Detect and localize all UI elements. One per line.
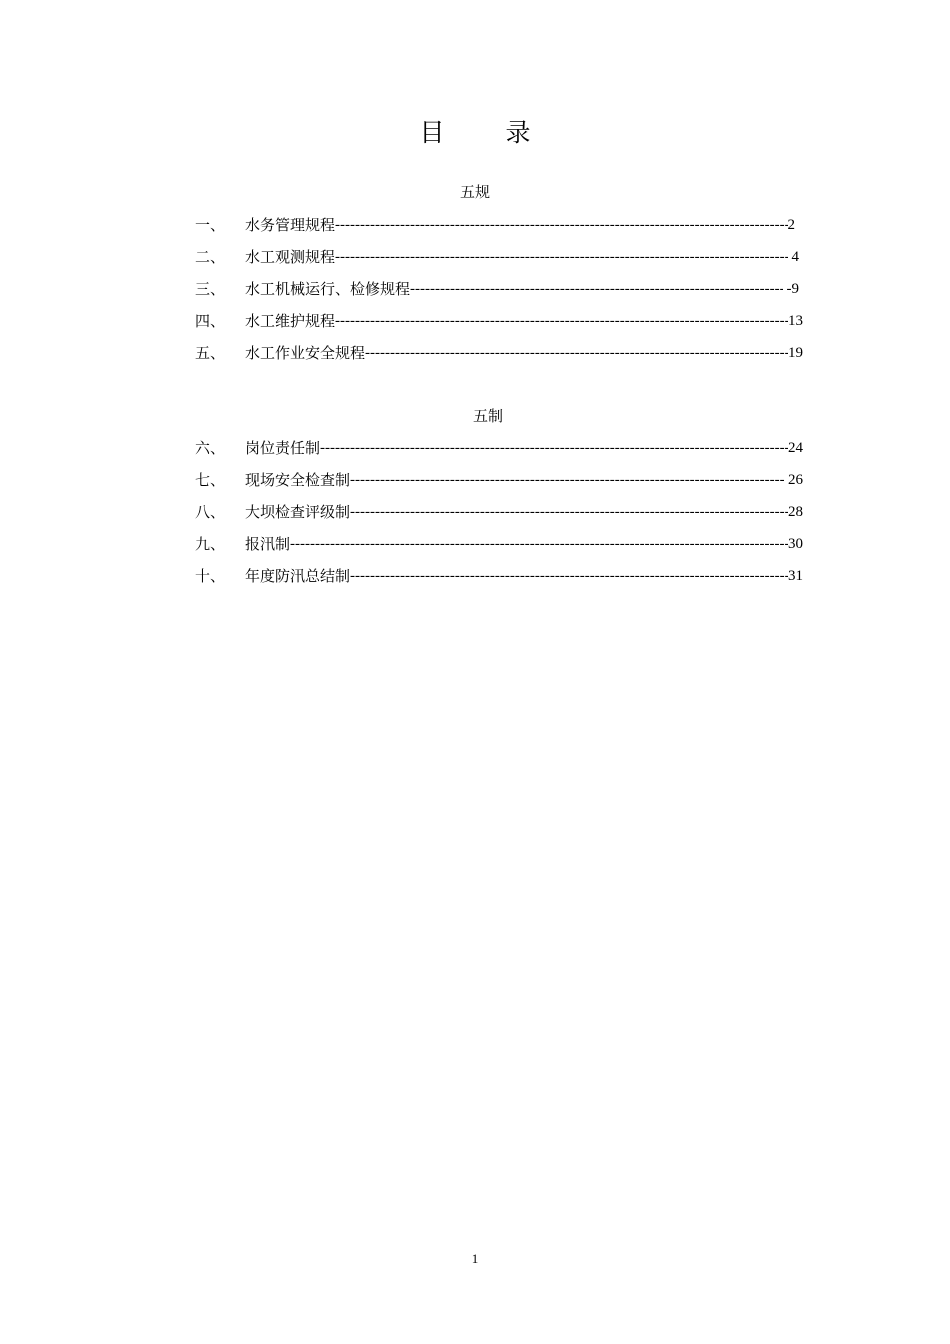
toc-entry[interactable] [195, 528, 803, 560]
toc-entry-title: 现场安全检查制 [245, 471, 351, 489]
toc-entry-leader [320, 438, 788, 458]
toc-list-rules [195, 209, 803, 369]
toc-entry[interactable] [195, 209, 803, 241]
title-char-1: 目 [419, 118, 445, 147]
toc-entry-page: 2 [787, 217, 795, 233]
toc-entry-title: 水工观测规程 [245, 248, 336, 266]
toc-entry-leader [335, 215, 787, 235]
toc-entry-number: 一、 [195, 216, 226, 234]
toc-entry-title: 年度防汛总结制 [245, 567, 351, 585]
toc-entry-title: 大坝检查评级制 [245, 503, 351, 521]
toc-entry-title: 水务管理规程 [245, 216, 336, 234]
toc-entry-number: 五、 [195, 344, 226, 362]
toc-entry[interactable] [195, 464, 803, 496]
toc-entry-leader [350, 502, 788, 522]
title-char-2: 录 [505, 118, 531, 147]
toc-entry-page: 28 [788, 504, 803, 520]
toc-entry-title: 水工维护规程 [245, 312, 336, 330]
toc-entry-title: 报汛制 [245, 535, 291, 553]
toc-entry-leader [365, 343, 788, 363]
toc-entry-number: 八、 [195, 503, 226, 521]
toc-entry-leader [290, 534, 788, 554]
toc-entry-number: 二、 [195, 248, 226, 266]
toc-entry-page: 31 [788, 568, 803, 584]
toc-entry-number: 七、 [195, 471, 226, 489]
toc-entry-page: 13 [788, 313, 803, 329]
toc-entry-number: 四、 [195, 312, 226, 330]
toc-entry-leader [350, 566, 788, 586]
toc-entry[interactable] [195, 273, 803, 305]
toc-entry-number: 十、 [195, 567, 226, 585]
toc-entry-number: 三、 [195, 280, 226, 298]
toc-entry-leader [410, 279, 783, 299]
toc-entry-page: 4 [787, 249, 799, 265]
toc-list-systems [195, 432, 803, 592]
page-title [0, 116, 950, 150]
toc-entry-number: 九、 [195, 535, 226, 553]
toc-entry-page: 30 [788, 536, 803, 552]
toc-entry-page: 24 [788, 440, 803, 456]
toc-entry-leader [335, 311, 788, 331]
toc-entry[interactable] [195, 241, 803, 273]
toc-entry[interactable] [195, 496, 803, 528]
toc-entry-title: 水工作业安全规程 [245, 344, 366, 362]
section-heading-rules: 五规 [459, 183, 490, 201]
toc-entry[interactable] [195, 560, 803, 592]
toc-entry[interactable] [195, 432, 803, 464]
toc-entry-leader [350, 470, 784, 490]
page-number: 1 [471, 1251, 479, 1266]
toc-entry-title: 岗位责任制 [245, 439, 321, 457]
toc-entry[interactable] [195, 337, 803, 369]
toc-entry-page: 19 [788, 345, 803, 361]
toc-entry-page: -9 [782, 281, 799, 297]
toc-entry[interactable] [195, 305, 803, 337]
toc-entry-leader [335, 247, 788, 267]
toc-entry-number: 六、 [195, 439, 226, 457]
toc-entry-page: 26 [784, 472, 803, 488]
toc-entry-title: 水工机械运行、检修规程 [245, 280, 411, 298]
section-heading-systems: 五制 [472, 407, 503, 425]
